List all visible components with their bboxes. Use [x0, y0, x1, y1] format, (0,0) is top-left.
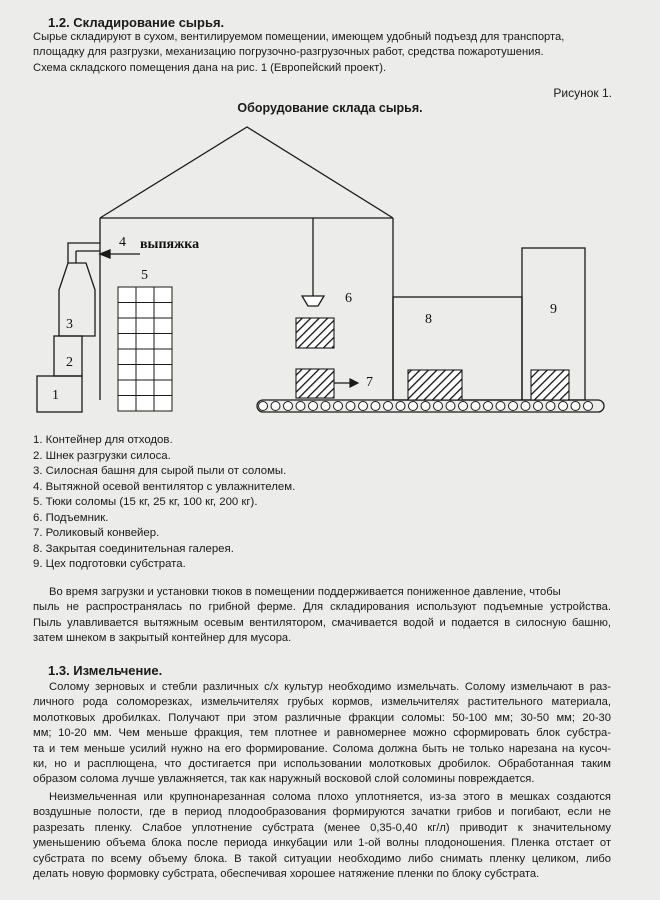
legend-item: 3. Силосная башня для сырой пыли от соломы. — [33, 465, 287, 477]
conveyor-roller — [534, 402, 543, 411]
conveyor-roller — [446, 402, 455, 411]
callout-2: 2 — [66, 355, 73, 370]
dust-paragraph — [33, 585, 611, 647]
callout-8: 8 — [425, 312, 432, 327]
legend-item: 6. Подъемник. — [33, 511, 109, 524]
straw-bale-cell — [136, 380, 154, 396]
figure-legend — [33, 433, 295, 573]
straw-stack — [118, 287, 172, 411]
straw-bale-cell — [154, 396, 172, 412]
straw-bale-cell — [154, 380, 172, 396]
straw-bale-cell — [118, 349, 136, 365]
hoist-hook — [302, 296, 324, 306]
chop2-line: Неизмельченная или крупнонарезанная солома плохо уплотняется, из-за этого в мешках создаются — [49, 791, 611, 803]
figure-title: Оборудование склада сырья. — [237, 101, 423, 115]
dust-line-1: Во время загрузки и установки тюков в помещении поддерживается пониженное давление, чтобы — [49, 586, 561, 598]
conveyor-roller — [584, 402, 593, 411]
bale-gallery — [408, 370, 462, 400]
legend-item: 7. Роликовый конвейер. — [33, 527, 160, 539]
bale-workshop — [531, 370, 569, 400]
section-title-storage: 1.2. Складирование сырья. — [48, 15, 225, 30]
legend-item: 9. Цех подготовки субстрата. — [33, 558, 186, 570]
conveyor-rollers — [259, 402, 593, 411]
straw-bale-cell — [154, 303, 172, 319]
conveyor-roller — [359, 402, 368, 411]
legend-item: 4. Вытяжной осевой вентилятор с увлажнителем. — [33, 480, 296, 493]
callout-6: 6 — [345, 291, 352, 306]
straw-bale-cell — [136, 287, 154, 303]
chop1-line: личного рода соломорезках, измельчителях грубых кормов, измельчителях растительного материала, — [33, 696, 611, 709]
conveyor-roller — [284, 402, 293, 411]
conveyor-roller — [321, 402, 330, 411]
straw-bale-cell — [136, 365, 154, 381]
conveyor-roller — [496, 402, 505, 411]
chopping-paragraph-2 — [33, 790, 611, 882]
storage-line-3: Схема складского помещения дана на рис. 1 (Европейский проект). — [33, 61, 387, 74]
warehouse-roof — [100, 127, 393, 218]
legend-item: 2. Шнек разгрузки силоса. — [33, 449, 171, 462]
straw-bale-cell — [118, 303, 136, 319]
chopping-paragraph-1 — [33, 680, 611, 788]
chop1-line: молотковых дробилках. Получают при этом различные фракции соломы: 50-100 мм; 30-50 мм; 20-30 — [33, 711, 611, 724]
conveyor-roller — [509, 402, 518, 411]
conveyor-roller — [434, 402, 443, 411]
chop1-line: образом солома лучше увлажняется, так как наружный восковой слой соломины повреждается. — [33, 773, 535, 786]
straw-bale-cell — [118, 380, 136, 396]
hatched-bales — [296, 318, 569, 400]
legend-item: 1. Контейнер для отходов. — [33, 434, 173, 446]
callout-3: 3 — [66, 317, 73, 332]
waste-container — [37, 376, 82, 412]
chop2-line: уменьшению объема блока после периода инкубации или 1-ой волны плодоношения. Пленка отстает от — [33, 837, 611, 850]
conveyor-roller — [271, 402, 280, 411]
conveyor-roller — [259, 402, 268, 411]
figure-label: Рисунок 1. — [553, 86, 612, 100]
legend-item: 8. Закрытая соединительная галерея. — [33, 542, 234, 555]
conveyor-roller — [396, 402, 405, 411]
exhaust-label: выпяжка — [140, 237, 200, 252]
conveyor-roller — [459, 402, 468, 411]
straw-bale-cell — [118, 396, 136, 412]
conveyor-roller — [546, 402, 555, 411]
chop1-line: Солому зерновых и стебли различных с/х культур необходимо измельчать. Солому измельчают в раз- — [49, 681, 611, 693]
straw-bale-cell — [154, 287, 172, 303]
straw-bale-cell — [136, 303, 154, 319]
bale-hoist — [296, 318, 334, 348]
conveyor-roller — [471, 402, 480, 411]
straw-bale-cell — [118, 334, 136, 350]
conveyor-roller — [559, 402, 568, 411]
callout-9: 9 — [550, 302, 557, 317]
straw-bale-cell — [118, 287, 136, 303]
straw-bale-cell — [136, 349, 154, 365]
dust-line-4: затем шнеком в закрытый контейнер для мусора. — [33, 632, 292, 645]
bale-conveyor-1 — [296, 369, 334, 398]
dust-line-2: пыль не распространялась по грибной ферме. Для складирования используют подъемные устройства. — [33, 601, 611, 614]
conveyor-roller — [296, 402, 305, 411]
callout-7: 7 — [366, 375, 373, 390]
conveyor-roller — [521, 402, 530, 411]
conveyor-roller — [421, 402, 430, 411]
callout-5: 5 — [141, 268, 148, 283]
exhaust-duct — [68, 243, 100, 263]
chop1-line: мм; 10-20 мм. Чем меньше фракция, тем плотнее и равномернее можно сформировать блок субстра- — [33, 727, 611, 740]
conveyor-roller — [384, 402, 393, 411]
conveyor-roller — [484, 402, 493, 411]
conveyor-roller — [409, 402, 418, 411]
chop1-line: та и тем меньше усилий нужно на его формирование. Солома должна быть не только нарезана на кусоч- — [33, 742, 611, 755]
chop2-line: воздушные полости, где в период плодообразования формируются зачатки грибов и погибают, если не — [33, 806, 611, 819]
straw-bale-cell — [154, 349, 172, 365]
straw-bale-cell — [118, 318, 136, 334]
warehouse-diagram — [0, 0, 660, 430]
conveyor-roller — [346, 402, 355, 411]
callout-4: 4 — [119, 235, 126, 250]
straw-bale-cell — [118, 365, 136, 381]
storage-line-1: Сырье складируют в сухом, вентилируемом помещении, имеющем удобный подъезд для транспорта, — [33, 31, 565, 43]
conveyor-roller — [371, 402, 380, 411]
conveyor-roller — [334, 402, 343, 411]
silo-tower — [59, 263, 95, 336]
exhaust-arrow — [100, 250, 140, 258]
callout-1: 1 — [52, 388, 59, 403]
chop1-line: ки, но и расплющена, что достигается при использовании молотковых дробилок. Обработанная таким — [33, 758, 611, 771]
straw-bale-cell — [136, 318, 154, 334]
dust-line-3: Пыль улавливается вытяжным осевым вентилятором, смачивается водой и подается в силосную башню, — [33, 616, 611, 629]
conveyor-arrow — [334, 379, 358, 387]
straw-bale-cell — [154, 365, 172, 381]
chop2-line: разрезать пленку. Слабое уплотнение субстрата (менее 0,35-0,40 кг/л) приводит к значительному — [33, 821, 611, 834]
straw-bale-cell — [136, 334, 154, 350]
conveyor-roller — [571, 402, 580, 411]
legend-item: 5. Тюки соломы (15 кг, 25 кг, 100 кг, 200 кг). — [33, 496, 258, 508]
storage-line-2: площадку для разгрузки, механизацию погрузочно-разгрузочных работ, средства пожаротушения. — [33, 46, 544, 59]
chop2-line: субстрата по всему объему блока. В такой ситуации необходимо либо снимать пленку целиком, либо — [33, 852, 611, 865]
section-title-chopping: 1.3. Измельчение. — [48, 663, 163, 678]
chop2-line: делать новую формовку субстрата, обеспечивая хорошее натяжение пленки по блоку субстрата. — [33, 868, 540, 881]
straw-bale-cell — [154, 318, 172, 334]
straw-bale-cell — [136, 396, 154, 412]
conveyor-roller — [309, 402, 318, 411]
straw-bale-cell — [154, 334, 172, 350]
